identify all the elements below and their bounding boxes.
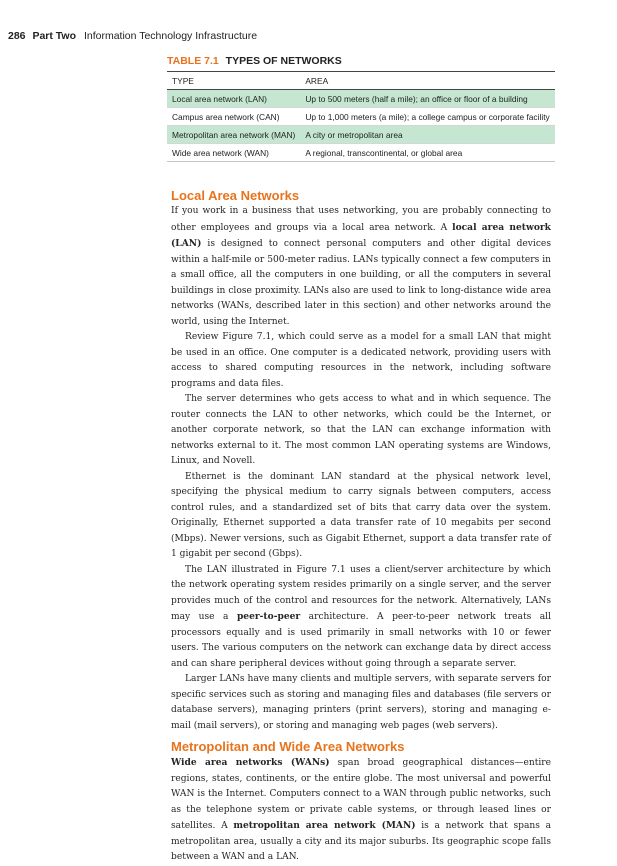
- table-row: [167, 108, 555, 126]
- cell-type: Wide area network (WAN): [167, 144, 300, 162]
- page-number: 286: [8, 30, 26, 42]
- part-label: Part Two: [32, 30, 77, 42]
- table-row: [167, 90, 555, 108]
- section-heading-lan: Local Area Networks: [171, 188, 300, 203]
- table-row: [167, 126, 555, 144]
- section-heading-man-wan: Metropolitan and Wide Area Networks: [171, 739, 405, 754]
- key-term: metropolitan area network (MAN): [233, 820, 416, 831]
- networks-table-block: [167, 55, 550, 162]
- paragraph: If you work in a business that uses networking, you are probably connecting to other employees and groups via a local area network. A local area network (LAN) is designed to connect personal computers and other digital devices within a half-mile or 500-meter radius. LANs typically connect a few computers in a small office, all the computers in one building, or all the computers in several buildings in close proximity. LANs also are used to link to long-distance wide area networks (WANs, described later in this section) and other networks around the world, using the Internet.: [171, 206, 551, 327]
- key-term: Wide area networks (WANs): [171, 757, 330, 768]
- cell-area: Up to 1,000 meters (a mile); a college campus or corporate facility: [300, 108, 554, 126]
- paragraph: Wide area networks (WANs) span broad geographical distances—entire regions, states, continents, or the entire globe. The most universal and powerful WAN is the Internet. Computers connect to a WAN through public networks, such as the telephone system or private cable systems, or through leased lines or satellites. A metropolitan area network (MAN) is a network that spans a metropolitan area, usually a city and its major suburbs. Its geographic scope falls between a WAN and a LAN.: [171, 757, 552, 862]
- cell-area: A regional, transcontinental, or global area: [300, 144, 554, 162]
- running-header: [8, 30, 257, 42]
- part-title: Information Technology Infrastructure: [83, 30, 258, 42]
- paragraph: Ethernet is the dominant LAN standard at the physical network level, specifying the physical medium to carry signals between computers, access control rules, and a standardized set of bits that carry data over the system. Originally, Ethernet supported a data transfer rate of 10 megabits per second (Mbps). Newer versions, such as Gigabit Ethernet, support a data transfer rate of 1 gigabit per second (Gbps).: [171, 471, 551, 559]
- key-term: peer-to-peer: [236, 611, 301, 622]
- cell-area: A city or metropolitan area: [300, 126, 554, 144]
- paragraph: Larger LANs have many clients and multiple servers, with separate servers for specific services such as storing and managing files and databases (file servers or database servers), managing printers (print servers), storing and managing e-mail (mail servers), or storing and managing web pages (web servers).: [171, 674, 551, 731]
- column-header-type: TYPE: [167, 72, 300, 90]
- cell-type: Metropolitan area network (MAN): [167, 126, 300, 144]
- paragraph: The LAN illustrated in Figure 7.1 uses a client/server architecture by which the network operating system resides primarily on a single server, and the server provides much of the control and resources for the network. Alternatively, LANs may use a peer-to-peer architecture. A peer-to-peer network treats all processors equally and is used primarily in small networks with 10 or fewer users. The various computers on the network can exchange data by direct access and can share peripheral devices without going through a separate server.: [171, 564, 552, 669]
- table-number: TABLE 7.1: [167, 55, 219, 67]
- paragraph: The server determines who gets access to what and in which sequence. The router connects the LAN to other networks, which could be the Internet, or another corporate network, so that the LAN can exchange information with networks external to it. The most common LAN operating systems are Windows, Linux, and Novell.: [171, 394, 551, 466]
- cell-area: Up to 500 meters (half a mile); an office or floor of a building: [300, 90, 554, 108]
- networks-table: [167, 71, 555, 162]
- cell-type: Campus area network (CAN): [167, 108, 300, 126]
- table-header-row: [167, 72, 555, 90]
- table-caption: [167, 55, 550, 67]
- paragraph: Review Figure 7.1, which could serve as a model for a small LAN that might be used in an office. One computer is a dedicated network, providing users with access to shared computing resources in the network, including software programs and data files.: [171, 332, 551, 389]
- cell-type: Local area network (LAN): [167, 90, 300, 108]
- key-term: local area network (LAN): [171, 221, 551, 249]
- table-row: [167, 144, 555, 162]
- body-content: [171, 188, 551, 866]
- table-title: TYPES OF NETWORKS: [225, 55, 342, 67]
- column-header-area: AREA: [300, 72, 554, 90]
